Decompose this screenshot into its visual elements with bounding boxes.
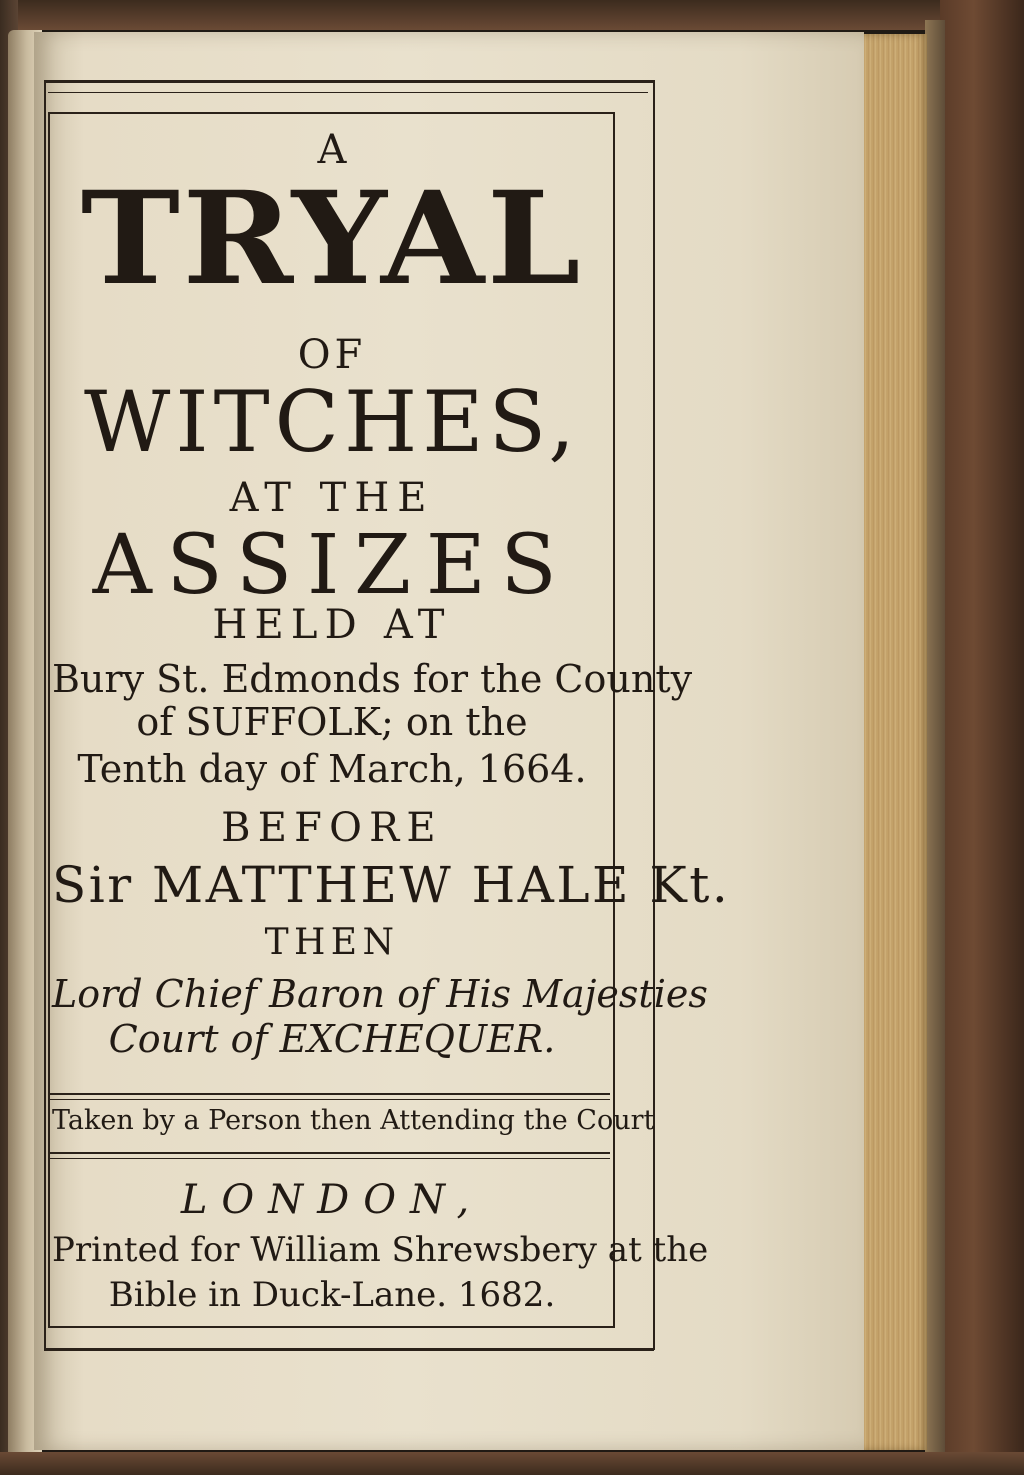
book-cover-bottom <box>0 1452 1024 1475</box>
divider-rule-lower-thin <box>50 1158 610 1159</box>
office-line-2: Court of EXCHEQUER. <box>108 1017 556 1061</box>
title-at-the: AT THE <box>229 475 435 521</box>
office-line-1: Lord Chief Baron of His Majesties <box>52 972 708 1016</box>
bottom-outer-rule <box>44 1348 654 1351</box>
title-held-at: HELD AT <box>212 602 452 648</box>
book-cover-right <box>940 0 1024 1475</box>
before-line: BEFORE <box>221 805 443 851</box>
date-line: Tenth day of March, 1664. <box>77 747 587 791</box>
fore-edge-shadow <box>925 20 945 1460</box>
title-article: A <box>317 127 347 173</box>
title-of: OF <box>297 332 367 378</box>
title-event: ASSIZES <box>92 518 572 613</box>
divider-rule-upper <box>50 1093 610 1095</box>
reporter-line: Taken by a Person then Attending the Court <box>52 1105 655 1136</box>
imprint-city: LONDON, <box>180 1177 484 1223</box>
title-subject: WITCHES, <box>84 373 580 471</box>
then-line: THEN <box>264 922 400 963</box>
place-line: Bury St. Edmonds for the County <box>52 657 693 701</box>
title-main: TRYAL <box>80 164 584 314</box>
judge-line: Sir MATTHEW HALE Kt. <box>52 856 731 914</box>
imprint-line-1: Printed for William Shrewsbery at the <box>52 1230 709 1270</box>
county-line: of SUFFOLK; on the <box>136 700 528 744</box>
divider-rule-lower <box>50 1152 610 1154</box>
imprint-line-2: Bible in Duck-Lane. 1682. <box>108 1275 556 1315</box>
book-cover-top <box>0 0 1024 30</box>
divider-rule-upper-thin <box>50 1099 610 1100</box>
